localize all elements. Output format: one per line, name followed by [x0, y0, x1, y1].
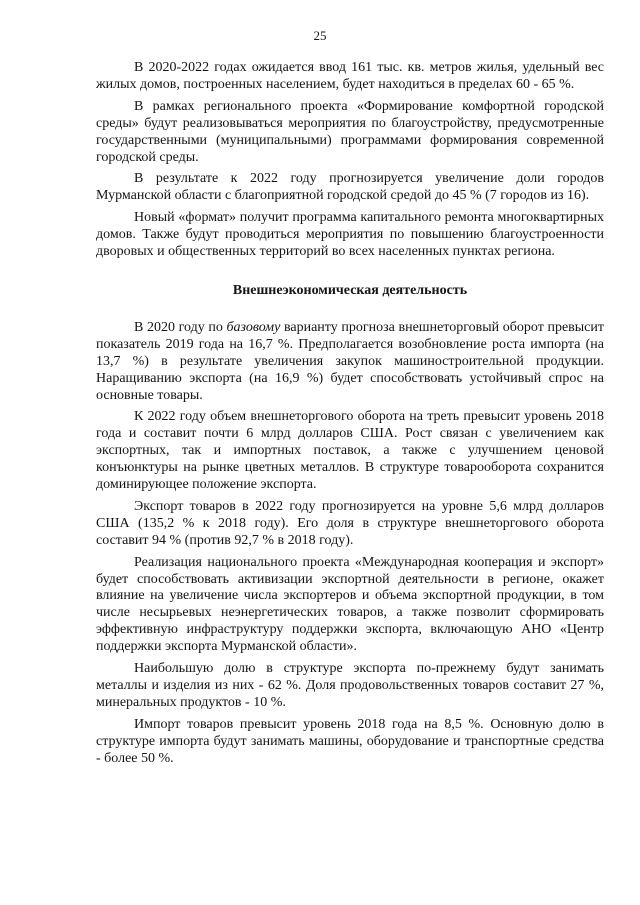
paragraph-housing-input: В 2020-2022 годах ожидается ввод 161 тыс. кв. метров жилья, удельный вес жилых домов, построенных населением, будет находиться в пределах 60 - 65 %. [96, 60, 604, 92]
trade-2020-before: В 2020 году по [134, 319, 227, 335]
section-heading: Внешнеэкономическая деятельность [232, 282, 468, 298]
paragraph-trade-2020 [96, 320, 604, 405]
paragraph-urban-environment: В рамках регионального проекта «Формирование комфортной городской среды» будут реализовываться мероприятия по благоустройству, предусмотренные государственными (муниципальными) программами формирования современной городской среды. [96, 98, 604, 165]
paragraph-import: Импорт товаров превысит уровень 2018 года на 8,5 %. Основную долю в структуре импорта будут занимать машины, оборудование и транспортные средства - более 50 %. [96, 716, 604, 766]
page-number: 25 [313, 28, 327, 43]
trade-2020-after: варианту прогноза внешнеторговый оборот превысит показатель 2019 года на 16,7 %. Предполагается возобновление роста импорта (на 13,7 %) в результате увеличения закупок машиностроительной продукции. Наращиванию экспорта (на 16,9 %) будет способствовать устойчивый спрос на основные товары. [96, 319, 604, 403]
paragraph-export-forecast: Экспорт товаров в 2022 году прогнозируется на уровне 5,6 млрд долларов США (135,2 % к 2018 году). Его доля в структуре внешнеторгового оборота составит 94 % (против 92,7 % в 2018 году). [96, 498, 604, 548]
paragraph-national-project: Реализация национального проекта «Международная кооперация и экспорт» будет способствовать активизации экспортной деятельности в регионе, окажет влияние на увеличение числа экспортеров и объема экспортной продукции, в том числе несырьевых неэнергетических товаров, а также позволит сформировать эффективную инфраструктуру поддержки экспорта, включающую АНО «Центр поддержки экспорта Мурманской области». [96, 554, 604, 655]
paragraph-cities-share: В результате к 2022 году прогнозируется увеличение доли городов Мурманской области с благоприятной городской средой до 45 % (7 городов из 16). [96, 171, 604, 204]
document-body [96, 60, 604, 768]
paragraph-capital-repair: Новый «формат» получит программа капитального ремонта многоквартирных домов. Также будут проводиться мероприятия по повышению благоустроенности дворовых и общественных территорий во всех населенных пунктах региона. [96, 210, 604, 260]
trade-2020-emphasis: базовому [226, 319, 281, 335]
paragraph-trade-2022: К 2022 году объем внешнеторгового оборота на треть превысит уровень 2018 года и составит почти 6 млрд долларов США. Рост связан с увеличением как экспортных, так и импортных поставок, а также с улучшением ценовой конъюнктуры на рынке цветных металлов. В структуре товарооборота сохранится доминирующее положение экспорта. [96, 409, 604, 493]
paragraph-export-structure: Наибольшую долю в структуре экспорта по-прежнему будут занимать металлы и изделия из них - 62 %. Доля продовольственных товаров составит 27 %, минеральных продуктов - 10 %. [96, 661, 604, 710]
